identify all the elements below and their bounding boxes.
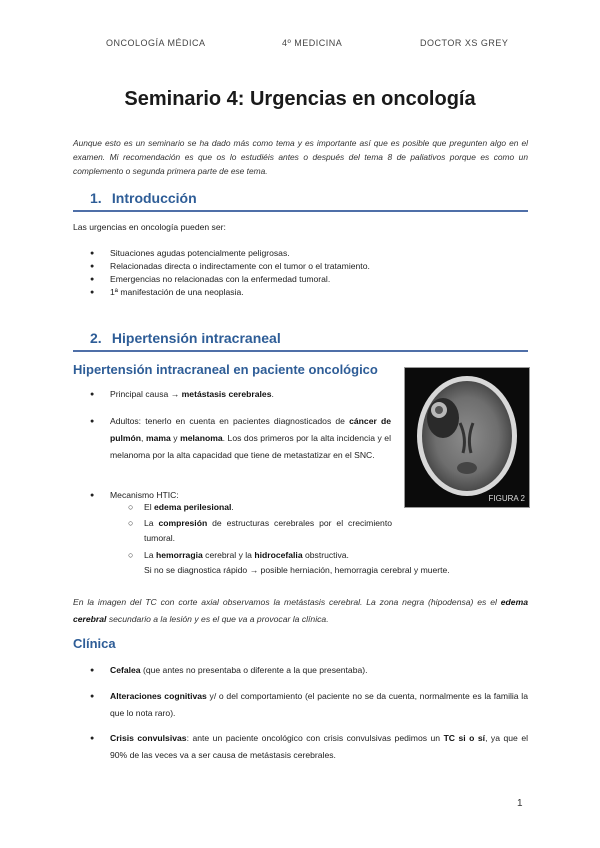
list-item: ● 1ª manifestación de una neoplasia.: [90, 286, 370, 299]
header-middle: 4º MEDICINA: [282, 38, 343, 48]
section-heading-introduccion: [73, 190, 528, 212]
section-number: 1.: [90, 190, 102, 206]
intro-paragraph: Aunque esto es un seminario se ha dado más como tema y es importante así que es posible que pregunten algo en el examen. Mi recomendación es que os lo estudiéis antes o después del tema 8 de paliativos porque es como un complemento o segunda primera parte de ese tema.: [73, 138, 528, 176]
list-item: ● Emergencias no relacionadas con la enfermedad tumoral.: [90, 273, 370, 286]
section-heading-hipertension: [73, 330, 528, 352]
list-item: ● Situaciones agudas potencialmente peligrosas.: [90, 247, 370, 260]
header-left: ONCOLOGÍA MÉDICA: [106, 38, 206, 48]
image-description: En la imagen del TC con corte axial observamos la metástasis cerebral. La zona negra (hipodensa) es el edema cerebral secundario a la lesión y es el que va a provocar la clínica.: [73, 597, 528, 624]
sub-item-note: Si no se diagnostica rápido → posible herniación, hemorragia cerebral y muerte.: [144, 565, 450, 575]
ct-scan-graphic: [405, 368, 529, 507]
intro-list: [90, 247, 370, 299]
section-title: Hipertensión intracraneal: [111, 330, 281, 346]
intro-lead: Las urgencias en oncología pueden ser:: [73, 222, 226, 232]
section-title: Introducción: [111, 190, 197, 206]
page-title: Seminario 4: Urgencias en oncología: [124, 88, 476, 110]
header-right: DOCTOR XS GREY: [420, 38, 509, 48]
figure-caption: FIGURA 2: [488, 494, 525, 503]
section-number: 2.: [90, 330, 102, 346]
page-number: 1: [517, 798, 523, 809]
subheading-htic-oncologico: Hipertensión intracraneal en paciente oncológico: [73, 362, 378, 377]
list-item: ● Relacionadas directa o indirectamente con el tumor o el tratamiento.: [90, 260, 370, 273]
ct-scan-image: [404, 367, 530, 508]
subheading-clinica: Clínica: [73, 636, 116, 651]
